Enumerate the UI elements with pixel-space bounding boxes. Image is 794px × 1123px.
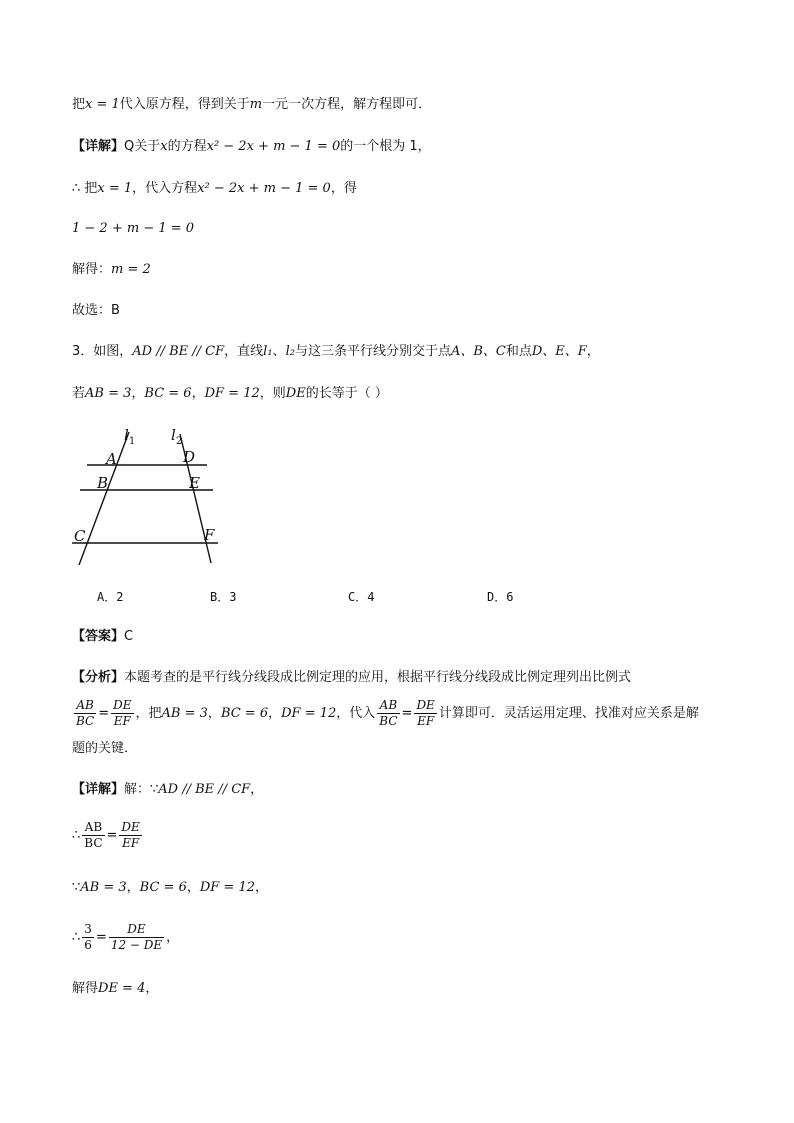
line-l1	[79, 432, 129, 565]
text: ，	[255, 880, 269, 895]
text: 解：∵	[124, 782, 159, 797]
text-line-6	[72, 302, 120, 320]
math: D、E、F	[531, 344, 587, 359]
detail-tag: 【详解】	[72, 782, 125, 797]
text: ，	[145, 981, 159, 996]
answer-line	[72, 628, 133, 646]
text: ∴ 把	[72, 181, 98, 196]
math: AB = 3	[161, 706, 208, 721]
text: 的长等于（ ）	[305, 386, 388, 401]
fraction-de-ef-3: $\frac{DE}{EF}$	[121, 820, 140, 850]
analysis-line-1	[72, 669, 631, 687]
equals: =	[401, 706, 413, 721]
point-C: C	[74, 527, 86, 545]
detail-line-5	[72, 980, 158, 998]
equals: =	[98, 706, 110, 721]
text: 一元一次方程，解方程即可．	[262, 97, 432, 112]
text: ，	[207, 706, 221, 721]
text-line-2	[72, 138, 431, 156]
math: BC = 6	[220, 706, 269, 721]
text-line-1	[72, 96, 431, 114]
text: ，代入	[336, 706, 376, 721]
therefore-symbol: ∴	[72, 930, 81, 945]
math: m = 2	[111, 262, 151, 277]
analysis-tag: 【分析】	[72, 670, 125, 685]
detail-line-1	[72, 781, 263, 799]
text: ，	[131, 386, 145, 401]
math: AB = 3	[85, 386, 132, 401]
math: 1 − 2 + m − 1 = 0	[72, 221, 195, 236]
point-F: F	[204, 526, 215, 544]
text-line-4	[72, 220, 194, 238]
point-D: D	[183, 448, 196, 466]
math: l₁	[263, 344, 273, 359]
text: ，	[126, 880, 140, 895]
math: A、B、C	[450, 344, 506, 359]
equals: =	[95, 930, 107, 945]
fraction-ab-bc-3: $\frac{AB}{BC}$	[84, 820, 103, 850]
point-A: A	[106, 450, 117, 468]
fraction-de-ef: $\frac{DE}{EF}$	[113, 698, 132, 728]
label-l1: $l_1$	[124, 426, 136, 447]
text: ，	[166, 930, 180, 945]
text: ，	[586, 344, 600, 359]
fraction-ab-bc: $\frac{AB}{BC}$	[76, 698, 95, 728]
math: AD // BE // CF	[132, 344, 225, 359]
point-B: B	[97, 474, 109, 492]
analysis-line-2	[72, 697, 699, 731]
text: 解得	[72, 981, 99, 996]
detail-line-4	[72, 920, 179, 956]
math: DF = 12	[199, 880, 256, 895]
text: 的一个根为 1，	[340, 139, 431, 154]
math: AB = 3	[80, 880, 127, 895]
option-d: D．6	[487, 590, 514, 604]
option-c: C．4	[348, 590, 375, 604]
text: 若	[72, 386, 86, 401]
math: DF = 12	[204, 386, 260, 401]
math: m	[249, 97, 263, 112]
math: DF = 12	[281, 706, 337, 721]
analysis-line-3	[72, 740, 137, 758]
math: l₂	[285, 344, 295, 359]
text: 解得：	[72, 262, 112, 277]
answer-tag: 【答案】	[72, 629, 125, 644]
parallel-lines-figure	[70, 420, 230, 570]
question-3-line-1	[72, 343, 600, 361]
math: DE	[285, 386, 306, 401]
text: ，代入方程	[132, 181, 198, 196]
text-line-5	[72, 261, 151, 279]
fraction-de-ef-2: $\frac{DE}{EF}$	[416, 698, 435, 728]
text: ，得	[330, 181, 357, 196]
math: x² − 2x + m − 1 = 0	[197, 181, 331, 196]
equals: =	[106, 828, 118, 843]
text: Q关于	[124, 139, 161, 154]
option-b: B．3	[210, 590, 237, 604]
math: x	[160, 139, 168, 154]
math: DE = 4	[98, 981, 146, 996]
text: ，直线	[224, 344, 264, 359]
text: 题的关键．	[72, 741, 138, 756]
text: ，	[250, 782, 264, 797]
text: ，把	[135, 706, 162, 721]
because-symbol: ∵	[72, 880, 81, 895]
text: 故选：B	[72, 303, 120, 318]
text: 与这三条平行线分别交于点	[294, 344, 451, 359]
fraction-ab-bc-2: $\frac{AB}{BC}$	[379, 698, 398, 728]
answer-value: C	[124, 629, 134, 644]
fraction-3-6: $\frac{3}{6}$	[84, 922, 92, 952]
text: ，	[268, 706, 282, 721]
question-number: 3．如图，	[72, 344, 133, 359]
fraction-de-12-de: $\frac{DE}{12 - DE}$	[110, 922, 163, 952]
point-E: E	[189, 474, 200, 492]
math: x² − 2x + m − 1 = 0	[206, 139, 341, 154]
text: 计算即可．灵活运用定理、找准对应关系是解	[438, 706, 699, 721]
math: BC = 6	[144, 386, 192, 401]
text: 、	[272, 344, 286, 359]
detail-line-3	[72, 879, 268, 897]
math: x = 1	[97, 181, 133, 196]
text: 本题考查的是平行线分线段成比例定理的应用，根据平行线分线段成比例定理列出比例式	[124, 670, 632, 685]
text: 代入原方程，得到关于	[119, 97, 250, 112]
text: ，则	[259, 386, 286, 401]
option-a: A．2	[97, 590, 124, 604]
text: ，	[186, 880, 200, 895]
label-l2: $l_2$	[171, 426, 183, 447]
detail-tag: 【详解】	[72, 139, 125, 154]
math: x = 1	[85, 97, 120, 112]
question-3-line-2	[72, 385, 388, 403]
text: 和点	[505, 344, 532, 359]
math: BC = 6	[139, 880, 187, 895]
text: 的方程	[167, 139, 207, 154]
math: AD // BE // CF	[158, 782, 251, 797]
therefore-symbol: ∴	[72, 828, 81, 843]
text: ，	[191, 386, 205, 401]
text: 把	[72, 97, 86, 112]
detail-line-2	[72, 818, 144, 854]
text-line-3	[72, 180, 357, 198]
